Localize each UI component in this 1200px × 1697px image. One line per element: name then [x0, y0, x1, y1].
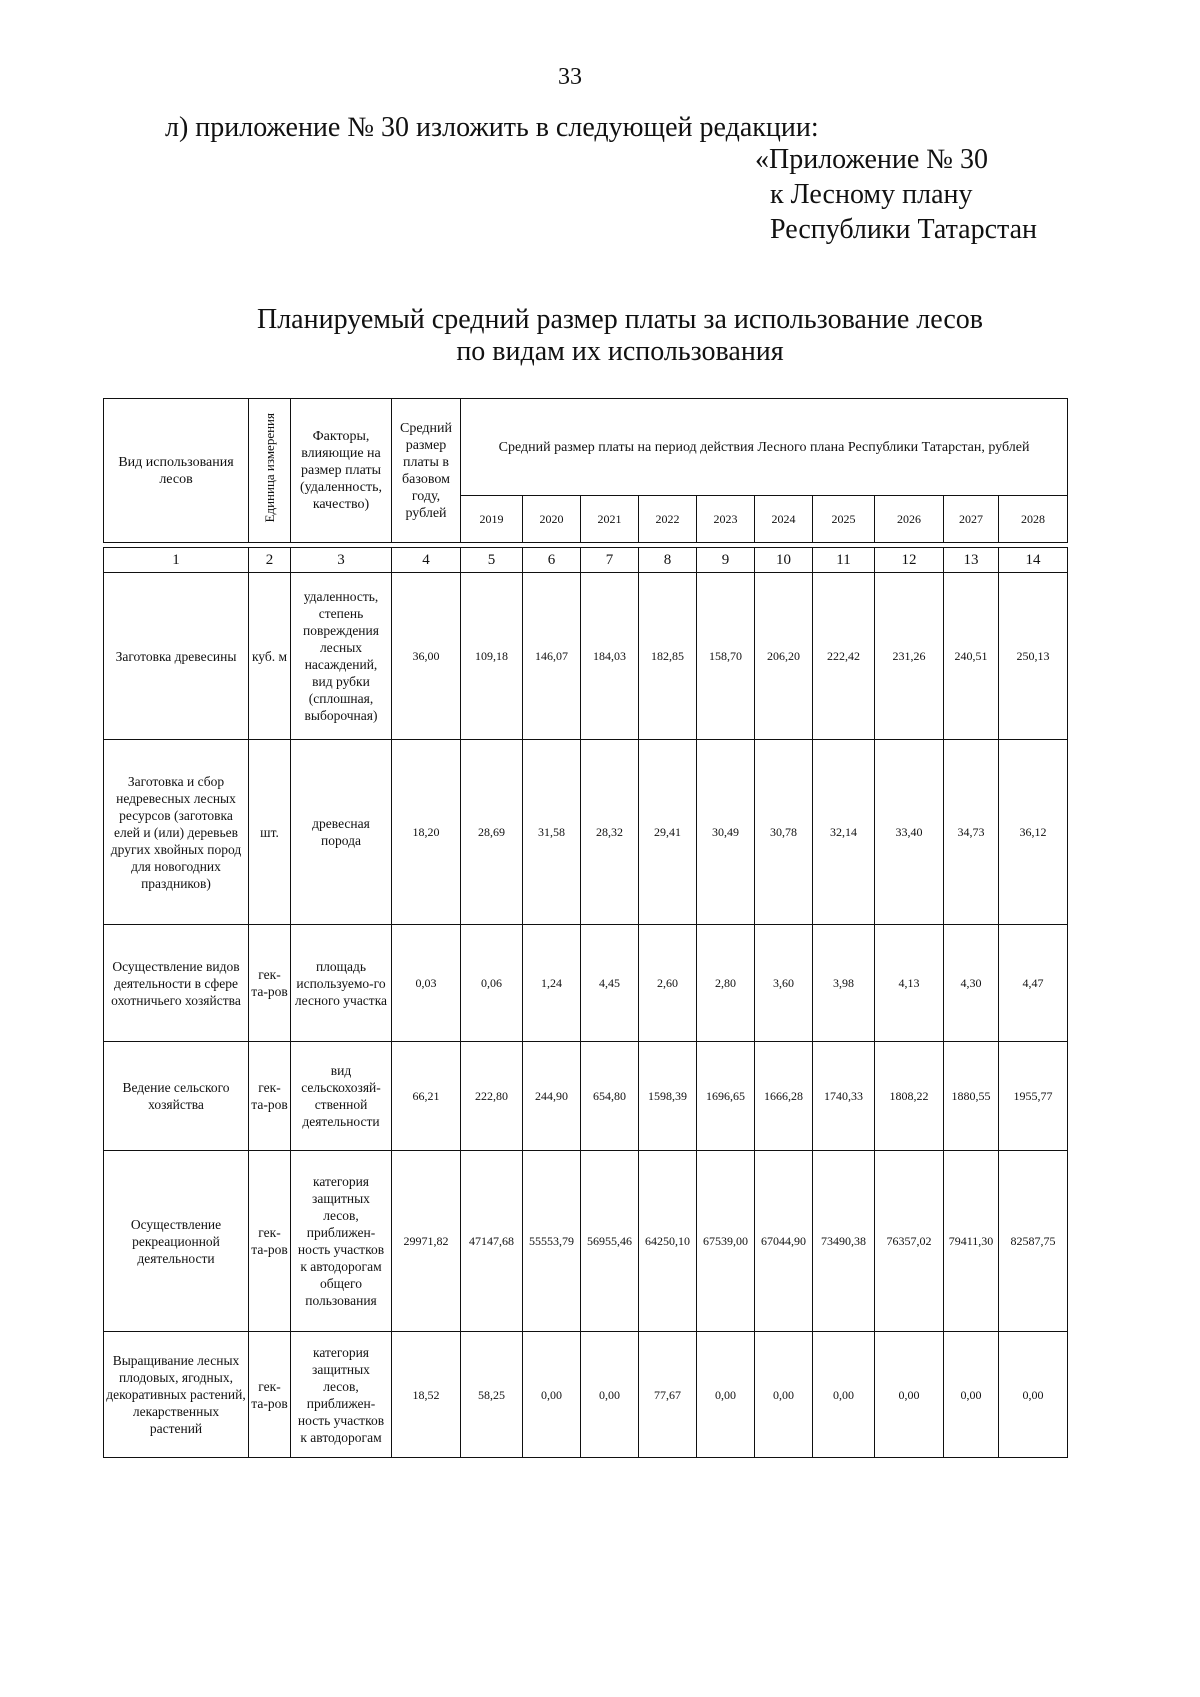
base-value-cell: 29971,82 [392, 1151, 461, 1332]
year-value-cell-2019: 58,25 [461, 1332, 523, 1458]
year-value-cell-2027: 0,00 [944, 1332, 999, 1458]
table-row [104, 1332, 1068, 1458]
table-title-line-2: по видам их использования [456, 336, 784, 367]
year-value-cell-2019: 222,80 [461, 1042, 523, 1151]
table-row [104, 740, 1068, 925]
year-value-cell-2028: 1955,77 [999, 1042, 1068, 1151]
year-value-cell-2024: 206,20 [755, 573, 813, 740]
year-value-cell-2020: 0,00 [523, 1332, 581, 1458]
year-value-cell-2028: 82587,75 [999, 1151, 1068, 1332]
year-value-cell-2028: 36,12 [999, 740, 1068, 925]
column-number-13: 13 [944, 548, 999, 573]
column-number-3: 3 [291, 548, 392, 573]
column-number-1: 1 [104, 548, 249, 573]
factors-cell: древесная порода [291, 740, 392, 925]
column-number-11: 11 [813, 548, 875, 573]
annex-line-3: Республики Татарстан [770, 214, 1037, 245]
year-value-cell-2020: 244,90 [523, 1042, 581, 1151]
year-value-cell-2021: 56955,46 [581, 1151, 639, 1332]
column-number-2: 2 [249, 548, 291, 573]
year-value-cell-2023: 0,00 [697, 1332, 755, 1458]
table-row [104, 573, 1068, 740]
use-type-cell: Выращивание лесных плодовых, ягодных, декоративных растений, лекарственных растений [104, 1332, 249, 1458]
header-year-2019: 2019 [461, 496, 523, 543]
use-type-cell: Осуществление видов деятельности в сфере охотничьего хозяйства [104, 925, 249, 1042]
year-value-cell-2027: 4,30 [944, 925, 999, 1042]
year-value-cell-2022: 77,67 [639, 1332, 697, 1458]
base-value-cell: 66,21 [392, 1042, 461, 1151]
column-number-5: 5 [461, 548, 523, 573]
annex-line-2: к Лесному плану [770, 179, 973, 210]
table-title [0, 304, 1200, 368]
year-value-cell-2027: 79411,30 [944, 1151, 999, 1332]
header-base-year: Средний размер платы в базовом году, рублей [392, 399, 461, 543]
year-value-cell-2026: 231,26 [875, 573, 944, 740]
year-value-cell-2021: 184,03 [581, 573, 639, 740]
year-value-cell-2021: 0,00 [581, 1332, 639, 1458]
header-year-2027: 2027 [944, 496, 999, 543]
year-value-cell-2019: 47147,68 [461, 1151, 523, 1332]
year-value-cell-2021: 28,32 [581, 740, 639, 925]
year-value-cell-2026: 1808,22 [875, 1042, 944, 1151]
year-value-cell-2022: 1598,39 [639, 1042, 697, 1151]
base-value-cell: 18,20 [392, 740, 461, 925]
year-value-cell-2022: 29,41 [639, 740, 697, 925]
year-value-cell-2024: 1666,28 [755, 1042, 813, 1151]
year-value-cell-2026: 4,13 [875, 925, 944, 1042]
use-type-cell: Ведение сельского хозяйства [104, 1042, 249, 1151]
column-number-14: 14 [999, 548, 1068, 573]
year-value-cell-2026: 0,00 [875, 1332, 944, 1458]
year-value-cell-2025: 1740,33 [813, 1042, 875, 1151]
header-year-2022: 2022 [639, 496, 697, 543]
year-value-cell-2025: 73490,38 [813, 1151, 875, 1332]
year-value-cell-2022: 64250,10 [639, 1151, 697, 1332]
year-value-cell-2023: 30,49 [697, 740, 755, 925]
header-year-2024: 2024 [755, 496, 813, 543]
fee-table [103, 398, 1068, 1458]
year-value-cell-2021: 4,45 [581, 925, 639, 1042]
factors-cell: удаленность, степень повреждения лесных насаждений, вид рубки (сплошная, выборочная) [291, 573, 392, 740]
header-use-type: Вид использования лесов [104, 399, 249, 543]
header-year-2028: 2028 [999, 496, 1068, 543]
header-year-2025: 2025 [813, 496, 875, 543]
column-number-8: 8 [639, 548, 697, 573]
year-value-cell-2022: 2,60 [639, 925, 697, 1042]
year-value-cell-2024: 0,00 [755, 1332, 813, 1458]
column-number-6: 6 [523, 548, 581, 573]
year-value-cell-2023: 67539,00 [697, 1151, 755, 1332]
table-title-line-1: Планируемый средний размер платы за использование лесов [256, 304, 983, 335]
header-unit [249, 399, 291, 543]
header-year-2026: 2026 [875, 496, 944, 543]
base-value-cell: 0,03 [392, 925, 461, 1042]
year-value-cell-2020: 31,58 [523, 740, 581, 925]
year-value-cell-2025: 222,42 [813, 573, 875, 740]
year-value-cell-2020: 146,07 [523, 573, 581, 740]
unit-cell: гек-та-ров [249, 1332, 291, 1458]
column-number-9: 9 [697, 548, 755, 573]
page-number: 33 [558, 64, 582, 90]
header-year-2023: 2023 [697, 496, 755, 543]
year-value-cell-2025: 0,00 [813, 1332, 875, 1458]
year-value-cell-2023: 158,70 [697, 573, 755, 740]
column-number-4: 4 [392, 548, 461, 573]
annex-reference [755, 142, 1037, 247]
year-value-cell-2024: 3,60 [755, 925, 813, 1042]
year-value-cell-2026: 33,40 [875, 740, 944, 925]
table-row [104, 925, 1068, 1042]
annex-line-1: «Приложение № 30 [755, 144, 988, 175]
year-value-cell-2019: 109,18 [461, 573, 523, 740]
year-value-cell-2025: 3,98 [813, 925, 875, 1042]
year-value-cell-2021: 654,80 [581, 1042, 639, 1151]
year-value-cell-2020: 1,24 [523, 925, 581, 1042]
year-value-cell-2025: 32,14 [813, 740, 875, 925]
year-value-cell-2023: 1696,65 [697, 1042, 755, 1151]
year-value-cell-2023: 2,80 [697, 925, 755, 1042]
factors-cell: площадь используемо-го лесного участка [291, 925, 392, 1042]
unit-cell: куб. м [249, 573, 291, 740]
unit-cell: шт. [249, 740, 291, 925]
factors-cell: категория защитных лесов, приближен-ность участков к автодорогам общего пользования [291, 1151, 392, 1332]
year-value-cell-2028: 250,13 [999, 573, 1068, 740]
table-row [104, 1151, 1068, 1332]
header-unit-text: Единица измерения [262, 413, 277, 523]
header-period: Средний размер платы на период действия Лесного плана Республики Татарстан, рублей [461, 399, 1068, 496]
year-value-cell-2028: 0,00 [999, 1332, 1068, 1458]
table-row [104, 1042, 1068, 1151]
year-value-cell-2024: 67044,90 [755, 1151, 813, 1332]
year-value-cell-2019: 0,06 [461, 925, 523, 1042]
year-value-cell-2027: 34,73 [944, 740, 999, 925]
year-value-cell-2019: 28,69 [461, 740, 523, 925]
unit-cell: гек-та-ров [249, 925, 291, 1042]
column-number-10: 10 [755, 548, 813, 573]
year-value-cell-2024: 30,78 [755, 740, 813, 925]
use-type-cell: Заготовка и сбор недревесных лесных ресурсов (заготовка елей и (или) деревьев других хвойных пород для новогодних праздников) [104, 740, 249, 925]
header-year-2021: 2021 [581, 496, 639, 543]
year-value-cell-2027: 1880,55 [944, 1042, 999, 1151]
factors-cell: вид сельскохозяй-ственной деятельности [291, 1042, 392, 1151]
use-type-cell: Заготовка древесины [104, 573, 249, 740]
header-year-2020: 2020 [523, 496, 581, 543]
base-value-cell: 18,52 [392, 1332, 461, 1458]
year-value-cell-2020: 55553,79 [523, 1151, 581, 1332]
year-value-cell-2027: 240,51 [944, 573, 999, 740]
year-value-cell-2028: 4,47 [999, 925, 1068, 1042]
factors-cell: категория защитных лесов, приближен-ность участков к автодорогам [291, 1332, 392, 1458]
column-number-7: 7 [581, 548, 639, 573]
use-type-cell: Осуществление рекреационной деятельности [104, 1151, 249, 1332]
amendment-line: л) приложение № 30 изложить в следующей редакции: [165, 112, 819, 143]
unit-cell: гек-та-ров [249, 1042, 291, 1151]
year-value-cell-2026: 76357,02 [875, 1151, 944, 1332]
fee-table-container [103, 398, 1066, 1458]
year-value-cell-2022: 182,85 [639, 573, 697, 740]
header-factors: Факторы, влияющие на размер платы (удаленность, качество) [291, 399, 392, 543]
column-number-12: 12 [875, 548, 944, 573]
unit-cell: гек-та-ров [249, 1151, 291, 1332]
base-value-cell: 36,00 [392, 573, 461, 740]
